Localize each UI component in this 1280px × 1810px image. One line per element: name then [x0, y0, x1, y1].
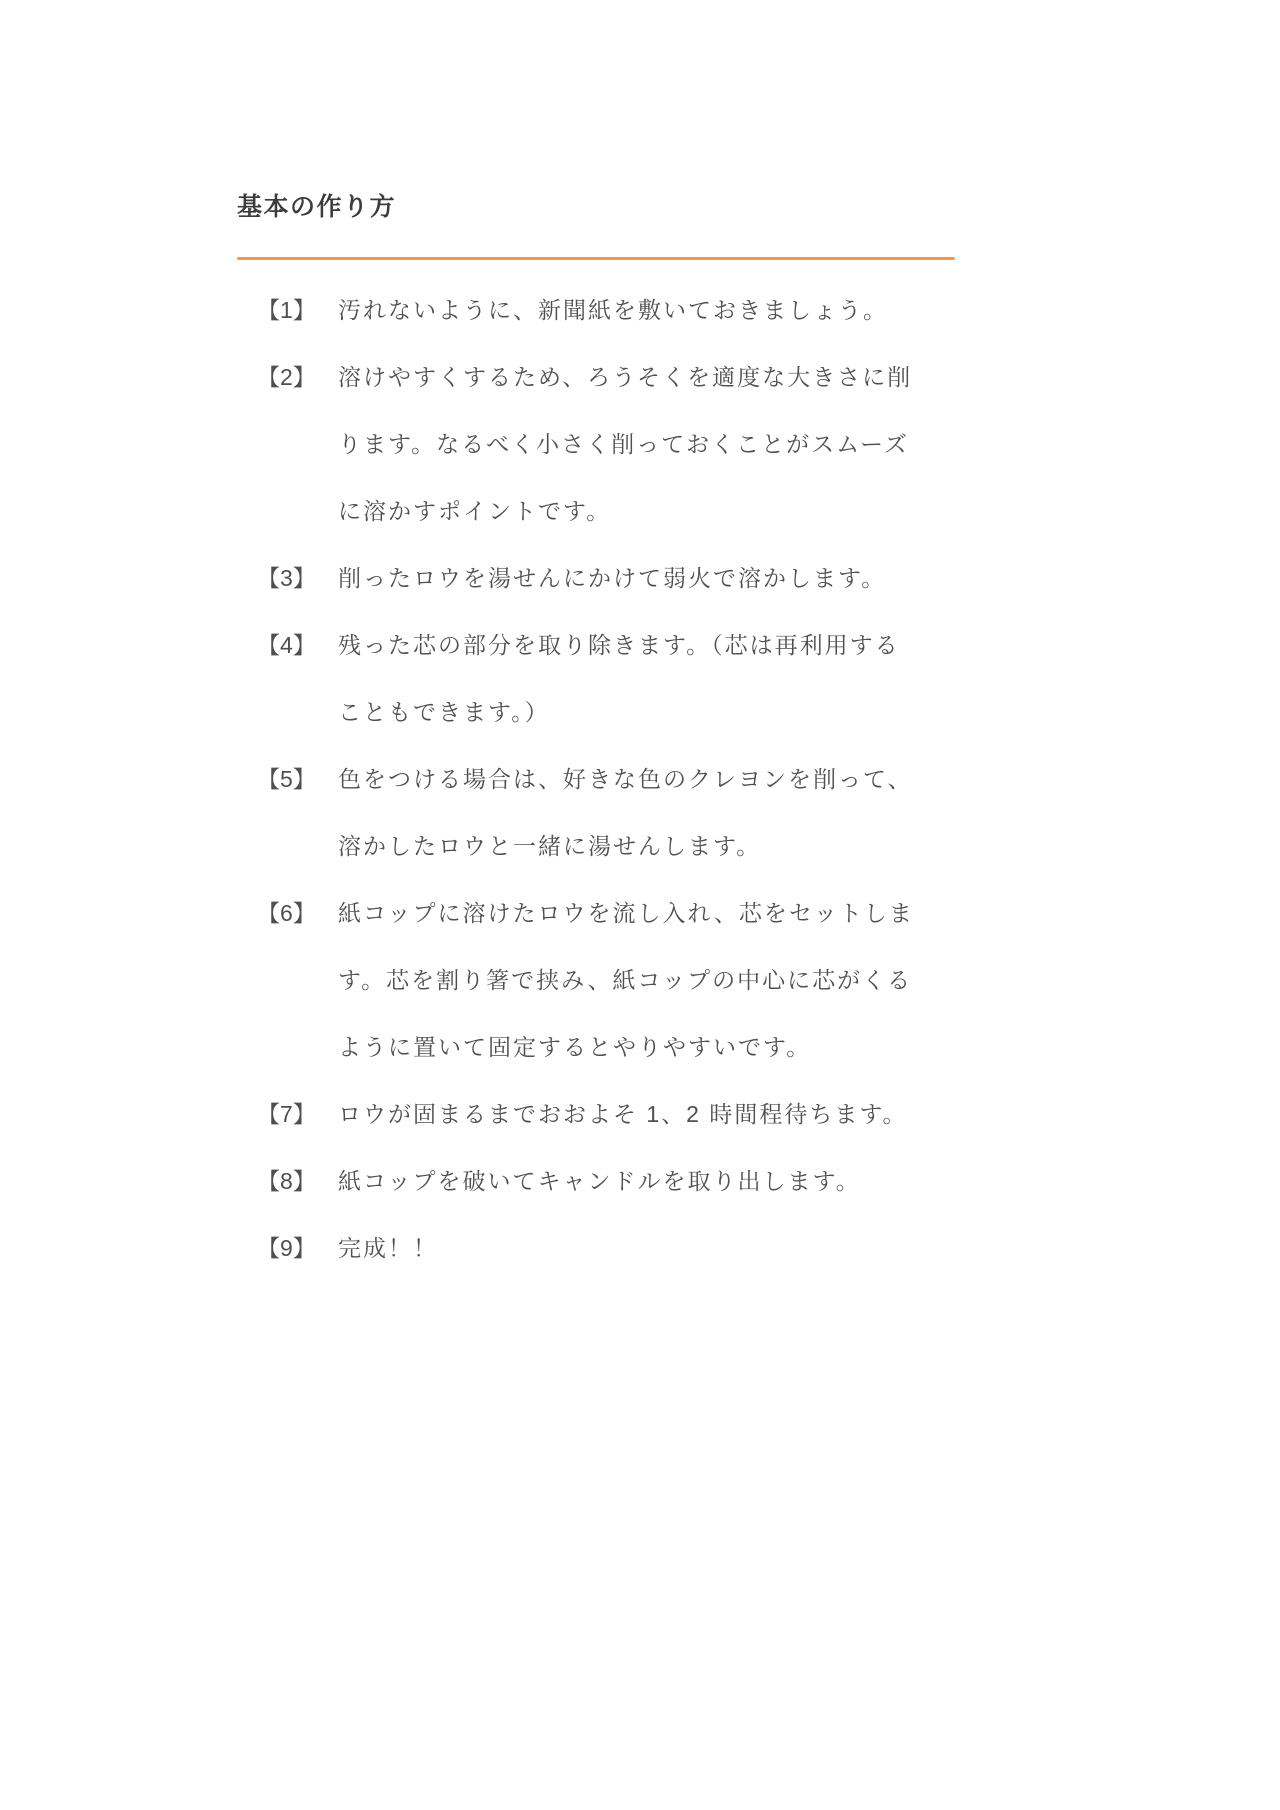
step-text: 色をつける場合は、好きな色のクレヨンを削って、 [338, 766, 913, 792]
step-text: ります。なるべく小さく削っておくことがスムーズ [338, 431, 909, 457]
step-text: 紙コップを破いてキャンドルを取り出します。 [338, 1168, 861, 1194]
instruction-steps-list [237, 277, 975, 1282]
step-number: 【6】 [257, 900, 316, 926]
step-text: 溶かしたロウと一緒に湯せんします。 [338, 833, 762, 859]
step-text: に溶かすポイントです。 [338, 498, 612, 524]
step-line [338, 1014, 975, 1081]
step-number: 【5】 [257, 766, 316, 792]
step-text: 紙コップに溶けたロウを流し入れ、芯をセットしま [338, 900, 914, 926]
step-text: ロウが固まるまでおおよそ 1、2 時間程待ちます。 [338, 1101, 908, 1127]
step-line [257, 1215, 975, 1282]
step-line [257, 1081, 975, 1148]
step-text: 汚れないように、新聞紙を敷いておきましょう。 [338, 297, 888, 323]
step-item [257, 1148, 975, 1215]
step-text: 溶けやすくするため、ろうそくを適度な大きさに削 [338, 364, 913, 390]
step-line [338, 411, 975, 478]
step-number: 【2】 [257, 364, 316, 390]
step-line [257, 344, 975, 411]
step-number: 【4】 [257, 632, 316, 658]
step-line [257, 545, 975, 612]
step-line [257, 612, 975, 679]
step-line [338, 947, 975, 1014]
step-item [257, 880, 975, 1081]
step-line [257, 880, 975, 947]
step-number: 【1】 [257, 297, 316, 323]
step-item [257, 746, 975, 880]
step-text: こともできます。） [338, 699, 550, 725]
step-item [257, 1081, 975, 1148]
step-line [338, 813, 975, 880]
step-number: 【3】 [257, 565, 316, 591]
step-line [257, 746, 975, 813]
step-line [338, 478, 975, 545]
step-number: 【8】 [257, 1168, 316, 1194]
step-item [257, 344, 975, 545]
step-text: ように置いて固定するとやりやすいです。 [338, 1034, 812, 1060]
step-number: 【9】 [257, 1235, 316, 1261]
step-number: 【7】 [257, 1101, 316, 1127]
step-text: 残った芯の部分を取り除きます。（芯は再利用する [338, 632, 900, 658]
step-line [257, 1148, 975, 1215]
step-item [257, 545, 975, 612]
step-text: 削ったロウを湯せんにかけて弱火で溶かします。 [338, 565, 887, 591]
page-title: 基本の作り方 [237, 193, 397, 221]
step-line [257, 277, 975, 344]
step-text: 完成！！ [338, 1235, 438, 1261]
step-line [338, 679, 975, 746]
step-item [257, 612, 975, 746]
step-item [257, 277, 975, 344]
step-text: す。芯を割り箸で挟み、紙コップの中心に芯がくる [338, 967, 913, 993]
title-underline-rule [237, 257, 955, 260]
step-item [257, 1215, 975, 1282]
